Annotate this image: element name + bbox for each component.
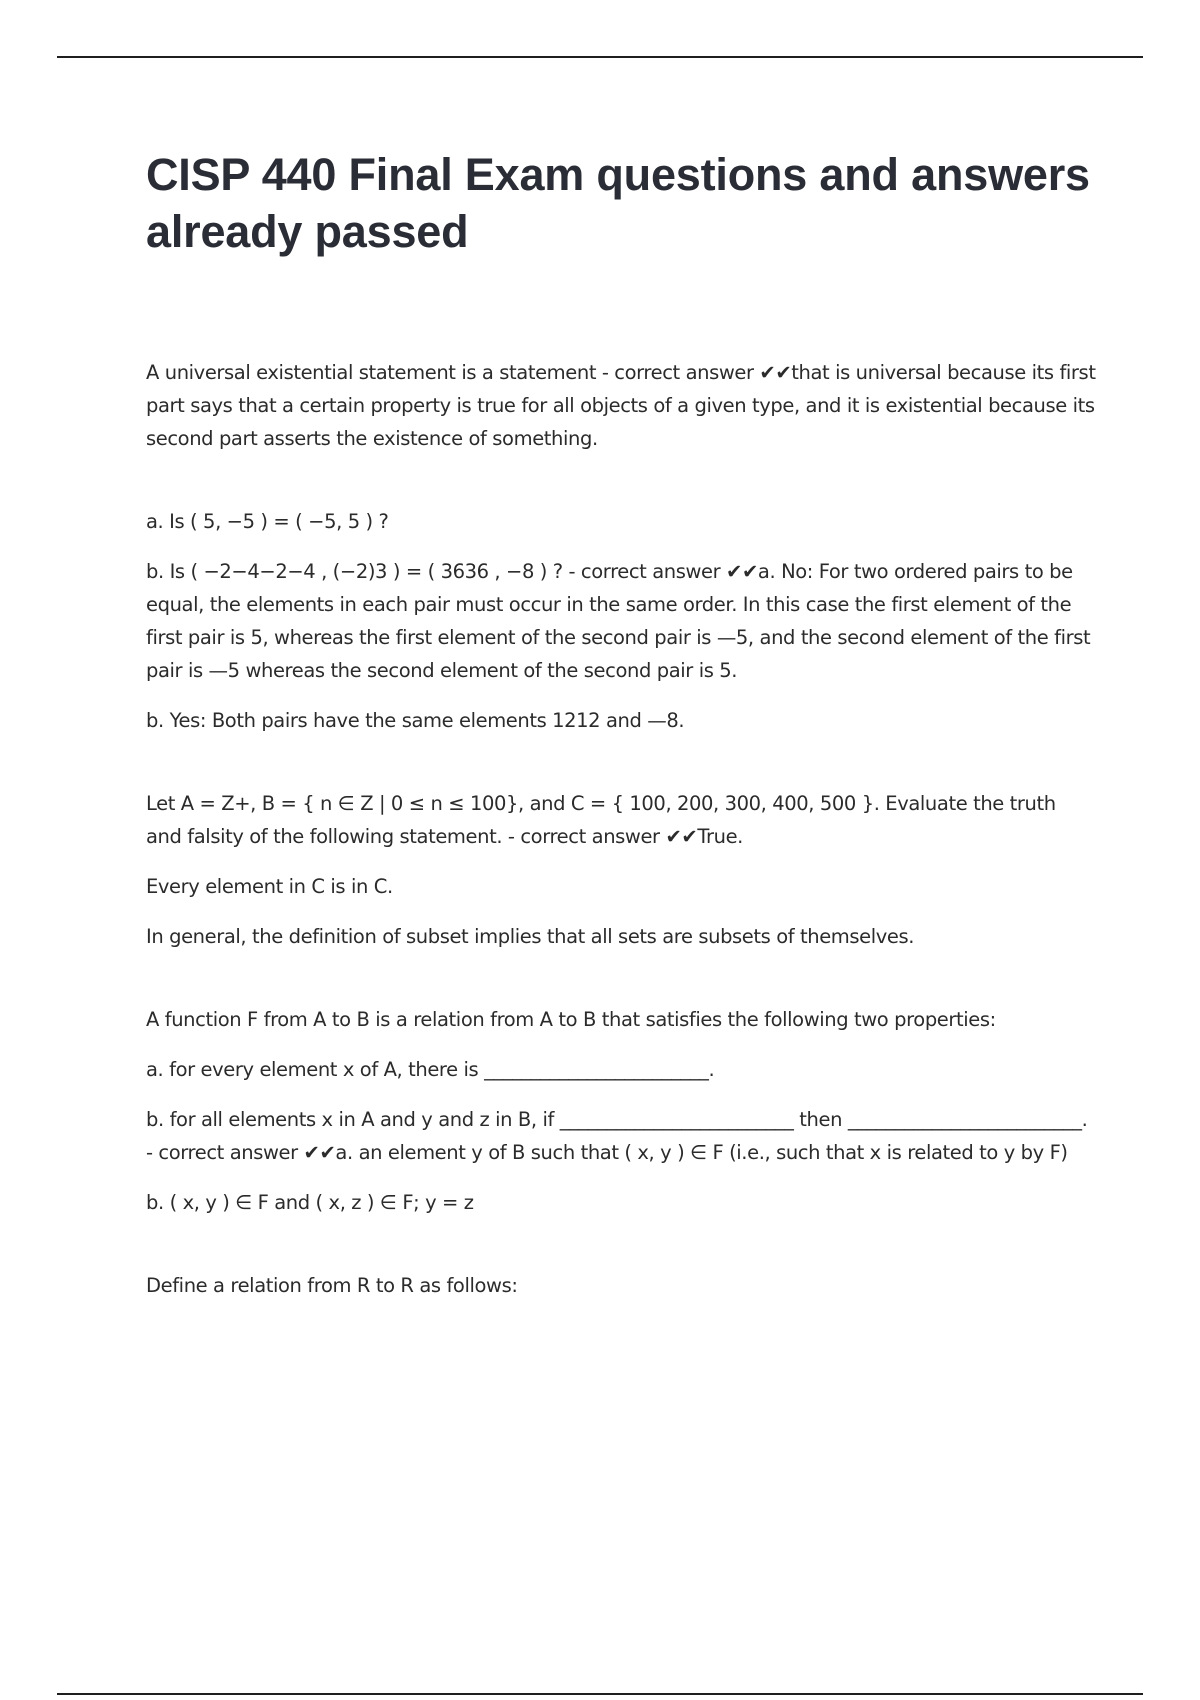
qa-relation-definition bbox=[146, 1269, 1096, 1302]
paragraph: Every element in C is in C. bbox=[146, 875, 393, 898]
document-title: CISP 440 Final Exam questions and answers already passed bbox=[146, 149, 1090, 257]
qa-function-definition bbox=[146, 1003, 1096, 1219]
paragraph: A universal existential statement is a statement - correct answer ✔✔that is universal because its first part says that a certain property is true for all objects of a given type, and it is existential because its second part asserts the existence of something. bbox=[146, 361, 1096, 450]
paragraph: In general, the definition of subset implies that all sets are subsets of themselves. bbox=[146, 925, 915, 948]
paragraph: b. Is ( −2−4−2−4 , (−2)3 ) = ( 3636 , −8 ) ? - correct answer ✔✔a. No: For two ordered pairs to be equal, the elements in each pair must occur in the same order. In this case the first element of the first pair is 5, whereas the first element of the second pair is —5, and the second element of the first pair is —5 whereas the second element of the second pair is 5. bbox=[146, 560, 1091, 682]
paragraph: a. Is ( 5, −5 ) = ( −5, 5 ) ? bbox=[146, 510, 389, 533]
paragraph: b. Yes: Both pairs have the same elements 1212 and —8. bbox=[146, 709, 685, 732]
qa-ordered-pairs bbox=[146, 505, 1096, 737]
paragraph: Let A = Z+, B = { n ∈ Z | 0 ≤ n ≤ 100}, and C = { 100, 200, 300, 400, 500 }. Evaluate the truth and falsity of the following statement. - correct answer ✔✔True. bbox=[146, 792, 1056, 848]
paragraph: A function F from A to B is a relation from A to B that satisfies the following two properties: bbox=[146, 1008, 996, 1031]
qa-subsets bbox=[146, 787, 1096, 953]
top-rule bbox=[57, 56, 1143, 58]
qa-universal-existential bbox=[146, 356, 1096, 455]
bottom-rule bbox=[57, 1693, 1143, 1695]
qa-sections bbox=[146, 356, 1096, 1302]
paragraph: Define a relation from R to R as follows: bbox=[146, 1274, 518, 1297]
document-body bbox=[146, 146, 1096, 1302]
paragraph: a. for every element x of A, there is ________________________. bbox=[146, 1058, 715, 1081]
paragraph: b. for all elements x in A and y and z in B, if _________________________ then _________________________. - correct answer ✔✔a. an element y of B such that ( x, y ) ∈ F (i.e., such that x is related to y by F) bbox=[146, 1108, 1088, 1164]
paragraph: b. ( x, y ) ∈ F and ( x, z ) ∈ F; y = z bbox=[146, 1191, 474, 1214]
